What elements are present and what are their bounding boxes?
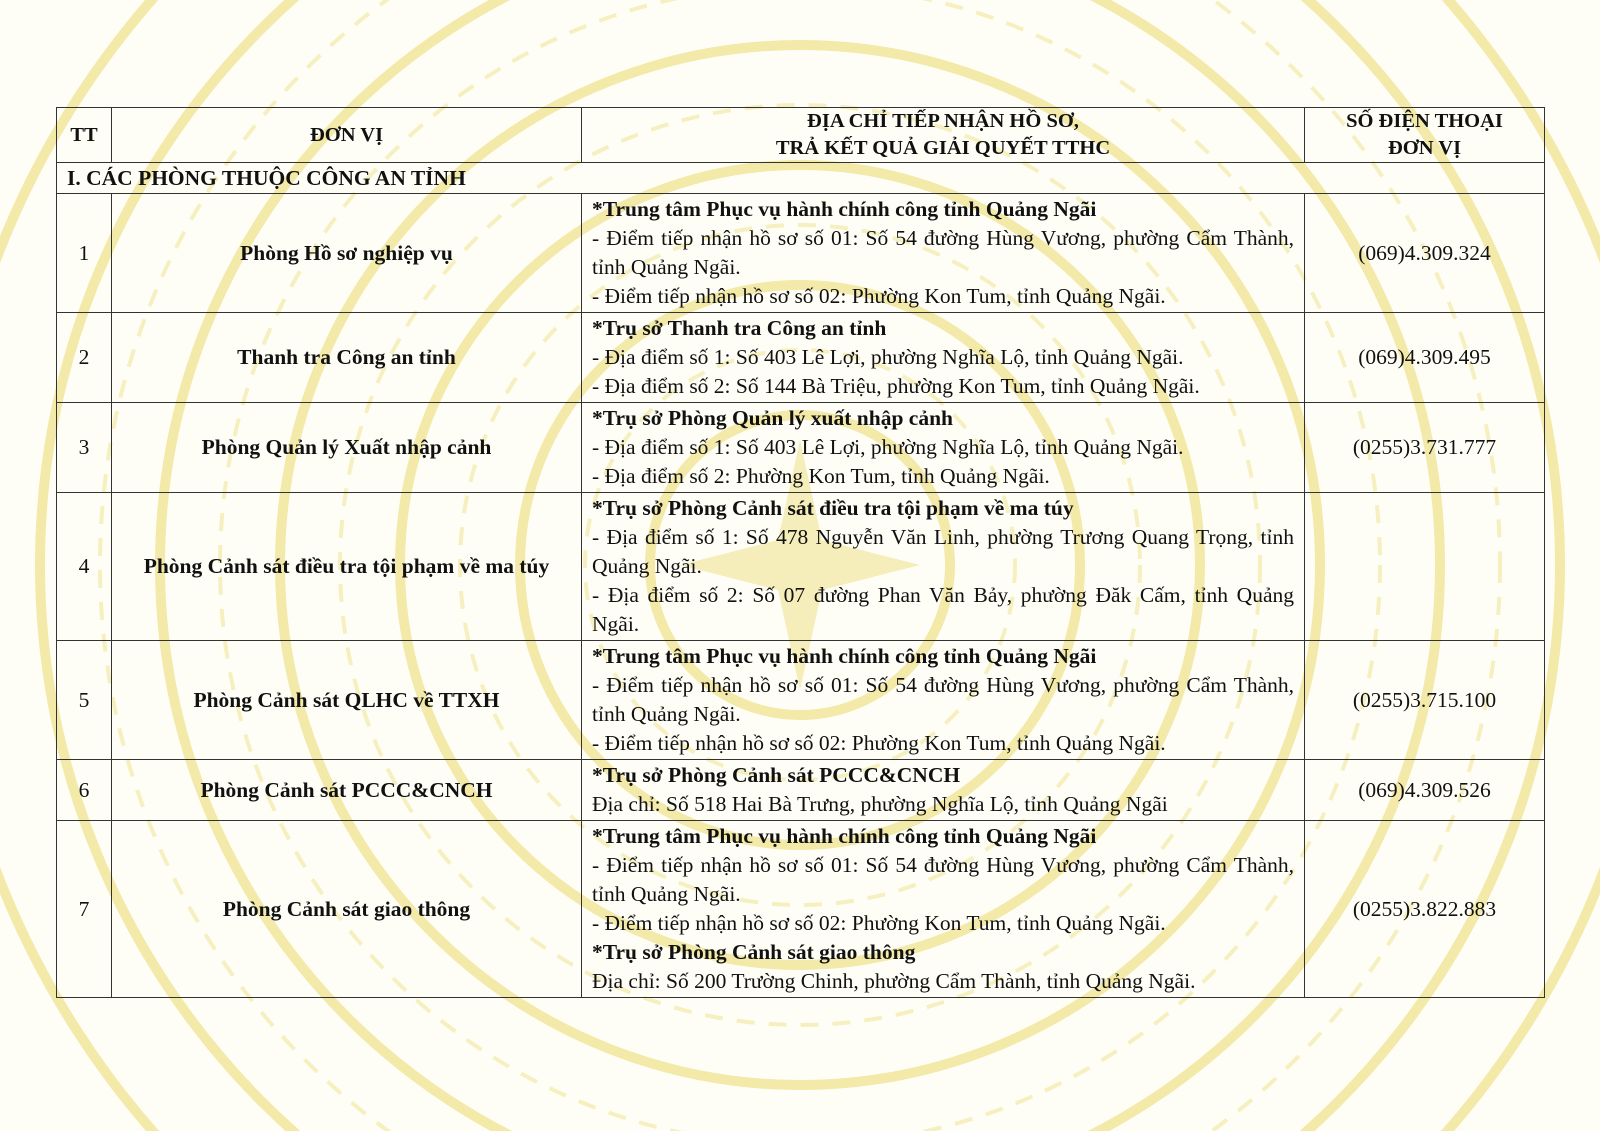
header-address-line2: TRẢ KẾT QUẢ GIẢI QUYẾT TTHC <box>775 137 1111 159</box>
unit-name: Phòng Cảnh sát điều tra tội phạm về ma túy <box>112 493 582 641</box>
unit-name: Phòng Cảnh sát QLHC về TTXH <box>112 641 582 760</box>
address-heading: *Trung tâm Phục vụ hành chính công tỉnh Quảng Ngãi <box>592 197 1097 221</box>
header-phone <box>1305 108 1545 163</box>
table-row <box>57 403 1545 493</box>
address-cell <box>582 194 1305 313</box>
unit-name: Thanh tra Công an tỉnh <box>112 313 582 403</box>
address-cell <box>582 403 1305 493</box>
address-line: - Địa điểm số 2: Số 144 Bà Triệu, phường Kon Tum, tỉnh Quảng Ngãi. <box>592 374 1200 398</box>
table-row <box>57 641 1545 760</box>
table-row <box>57 194 1545 313</box>
address-line: - Điểm tiếp nhận hồ sơ số 02: Phường Kon Tum, tỉnh Quảng Ngãi. <box>592 284 1166 308</box>
table-header-row <box>57 108 1545 163</box>
address-line: - Điểm tiếp nhận hồ sơ số 02: Phường Kon Tum, tỉnh Quảng Ngãi. <box>592 911 1166 935</box>
address-heading: *Trụ sở Phòng Cảnh sát PCCC&CNCH <box>592 763 961 787</box>
address-heading: *Trụ sở Thanh tra Công an tỉnh <box>592 316 887 340</box>
address-cell <box>582 313 1305 403</box>
table-row <box>57 821 1545 998</box>
unit-phone <box>1305 493 1545 641</box>
address-line: - Điểm tiếp nhận hồ sơ số 01: Số 54 đường Hùng Vương, phường Cẩm Thành, tỉnh Quảng Ngãi. <box>592 226 1294 279</box>
address-heading: *Trụ sở Phòng Cảnh sát giao thông <box>592 940 916 964</box>
address-line: - Địa điểm số 1: Số 478 Nguyễn Văn Linh, phường Trương Quang Trọng, tỉnh Quảng Ngãi. <box>592 525 1294 578</box>
address-heading: *Trụ sở Phòng Quản lý xuất nhập cảnh <box>592 406 953 430</box>
header-tt: TT <box>57 108 112 163</box>
address-cell <box>582 641 1305 760</box>
unit-phone: (069)4.309.495 <box>1305 313 1545 403</box>
row-number: 6 <box>57 760 112 821</box>
address-cell <box>582 493 1305 641</box>
unit-name: Phòng Quản lý Xuất nhập cảnh <box>112 403 582 493</box>
address-line: Địa chỉ: Số 518 Hai Bà Trưng, phường Nghĩa Lộ, tỉnh Quảng Ngãi <box>592 792 1168 816</box>
address-line: - Địa điểm số 2: Phường Kon Tum, tỉnh Quảng Ngãi. <box>592 464 1050 488</box>
address-line: - Địa điểm số 2: Số 07 đường Phan Văn Bảy, phường Đăk Cấm, tỉnh Quảng Ngãi. <box>592 583 1294 636</box>
header-address <box>582 108 1305 163</box>
address-line: - Địa điểm số 1: Số 403 Lê Lợi, phường Nghĩa Lộ, tỉnh Quảng Ngãi. <box>592 435 1184 459</box>
address-heading: *Trụ sở Phòng Cảnh sát điều tra tội phạm về ma túy <box>592 496 1074 520</box>
row-number: 1 <box>57 194 112 313</box>
unit-phone: (0255)3.715.100 <box>1305 641 1545 760</box>
row-number: 7 <box>57 821 112 998</box>
address-heading: *Trung tâm Phục vụ hành chính công tỉnh Quảng Ngãi <box>592 644 1097 668</box>
header-phone-line2: ĐƠN VỊ <box>1387 137 1462 159</box>
unit-phone: (069)4.309.324 <box>1305 194 1545 313</box>
address-line: - Điểm tiếp nhận hồ sơ số 01: Số 54 đường Hùng Vương, phường Cẩm Thành, tỉnh Quảng Ngãi. <box>592 853 1294 906</box>
unit-name: Phòng Cảnh sát giao thông <box>112 821 582 998</box>
procedure-address-table <box>56 107 1545 998</box>
unit-phone: (069)4.309.526 <box>1305 760 1545 821</box>
header-phone-line1: SỐ ĐIỆN THOẠI <box>1346 110 1503 132</box>
table-row <box>57 313 1545 403</box>
row-number: 5 <box>57 641 112 760</box>
unit-name: Phòng Hồ sơ nghiệp vụ <box>112 194 582 313</box>
address-cell <box>582 821 1305 998</box>
unit-name: Phòng Cảnh sát PCCC&CNCH <box>112 760 582 821</box>
table-row <box>57 760 1545 821</box>
table-row <box>57 493 1545 641</box>
address-line: - Điểm tiếp nhận hồ sơ số 01: Số 54 đường Hùng Vương, phường Cẩm Thành, tỉnh Quảng Ngãi. <box>592 673 1294 726</box>
unit-phone: (0255)3.822.883 <box>1305 821 1545 998</box>
row-number: 3 <box>57 403 112 493</box>
header-address-line1: ĐỊA CHỈ TIẾP NHẬN HỒ SƠ, <box>807 110 1079 132</box>
section-title: I. CÁC PHÒNG THUỘC CÔNG AN TỈNH <box>57 163 1545 194</box>
address-line: - Điểm tiếp nhận hồ sơ số 02: Phường Kon Tum, tỉnh Quảng Ngãi. <box>592 731 1166 755</box>
address-line: Địa chỉ: Số 200 Trường Chinh, phường Cẩm Thành, tỉnh Quảng Ngãi. <box>592 969 1196 993</box>
unit-phone: (0255)3.731.777 <box>1305 403 1545 493</box>
address-cell <box>582 760 1305 821</box>
address-heading: *Trung tâm Phục vụ hành chính công tỉnh Quảng Ngãi <box>592 824 1097 848</box>
row-number: 2 <box>57 313 112 403</box>
address-line: - Địa điểm số 1: Số 403 Lê Lợi, phường Nghĩa Lộ, tỉnh Quảng Ngãi. <box>592 345 1184 369</box>
row-number: 4 <box>57 493 112 641</box>
header-unit: ĐƠN VỊ <box>112 108 582 163</box>
section-row <box>57 163 1545 194</box>
